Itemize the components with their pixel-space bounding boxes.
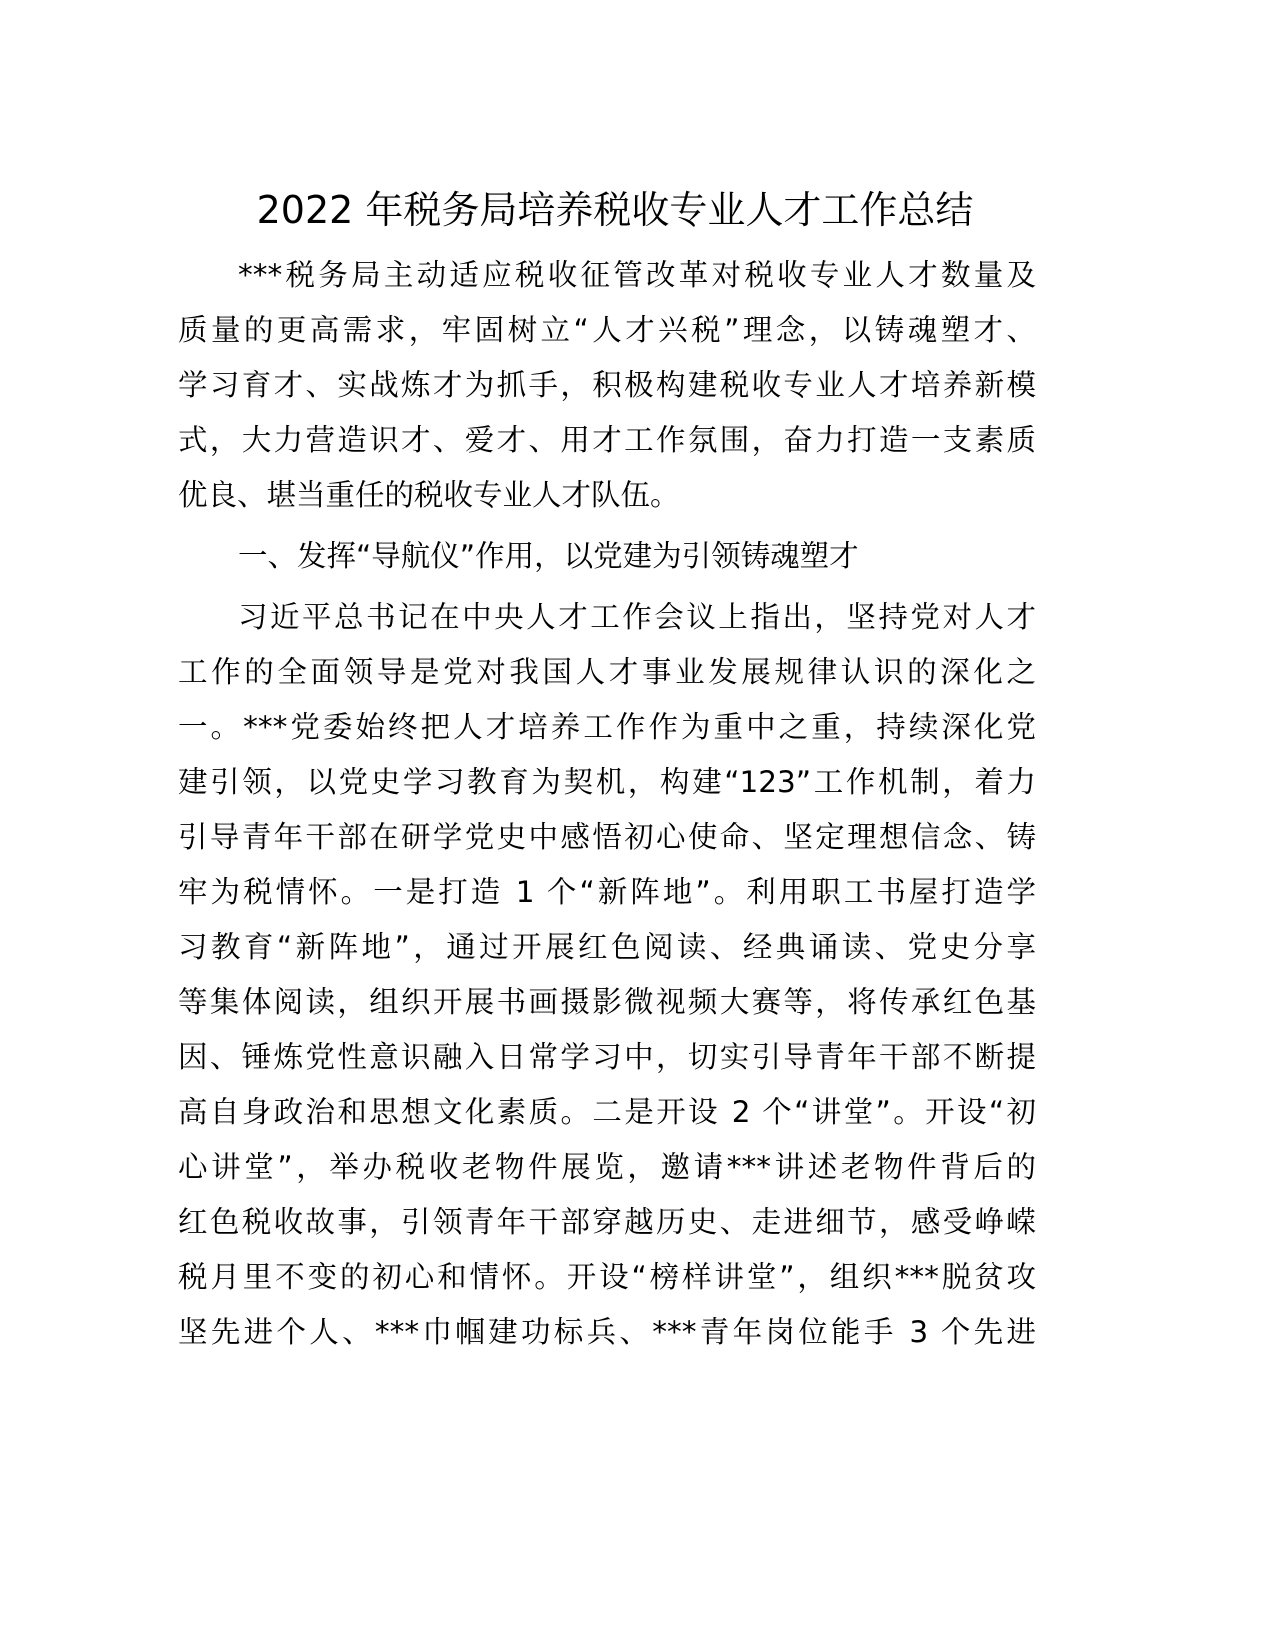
text-line: 工作的全面领导是党对我国人才事业发展规律认识的深化之 — [178, 655, 1036, 689]
text-line: 高自身政治和思想文化素质。二是开设 2 个“讲堂”。开设“初 — [178, 1095, 1036, 1129]
text-line: 红色税收故事，引领青年干部穿越历史、走进细节，感受峥嵘 — [178, 1205, 1036, 1239]
document-page — [178, 180, 1036, 1360]
text-line: 学习育才、实战炼才为抓手，积极构建税收专业人才培养新模 — [178, 368, 1036, 402]
intro-paragraph — [178, 248, 1036, 523]
section-1-paragraph — [178, 590, 1036, 1360]
text-line: 坚先进个人、***巾帼建功标兵、***青年岗位能手 3 个先进 — [178, 1315, 1036, 1349]
text-line: 引导青年干部在研学党史中感悟初心使命、坚定理想信念、铸 — [178, 820, 1036, 854]
text-line: 牢为税情怀。一是打造 1 个“新阵地”。利用职工书屋打造学 — [178, 875, 1036, 909]
text-line: ***税务局主动适应税收征管改革对税收专业人才数量及 — [238, 258, 1036, 292]
text-line: 质量的更高需求，牢固树立“人才兴税”理念，以铸魂塑才、 — [178, 313, 1036, 347]
text-line: 因、锤炼党性意识融入日常学习中，切实引导青年干部不断提 — [178, 1040, 1036, 1074]
text-line: 心讲堂”，举办税收老物件展览，邀请***讲述老物件背后的 — [178, 1150, 1036, 1184]
section-heading-1: 一、发挥“导航仪”作用，以党建为引领铸魂塑才 — [238, 539, 859, 573]
text-line: 习教育“新阵地”，通过开展红色阅读、经典诵读、党史分享 — [178, 930, 1036, 964]
text-line: 式，大力营造识才、爱才、用才工作氛围，奋力打造一支素质 — [178, 423, 1036, 457]
text-line: 等集体阅读，组织开展书画摄影微视频大赛等，将传承红色基 — [178, 985, 1036, 1019]
text-line: 建引领，以党史学习教育为契机，构建“123”工作机制，着力 — [178, 765, 1036, 799]
document-title: 2022 年税务局培养税收专业人才工作总结 — [256, 188, 974, 232]
text-line: 一。***党委始终把人才培养工作作为重中之重，持续深化党 — [178, 710, 1036, 744]
text-line: 优良、堪当重任的税收专业人才队伍。 — [178, 478, 680, 512]
text-line: 税月里不变的初心和情怀。开设“榜样讲堂”，组织***脱贫攻 — [178, 1260, 1036, 1294]
text-line: 习近平总书记在中央人才工作会议上指出，坚持党对人才 — [238, 600, 1036, 634]
